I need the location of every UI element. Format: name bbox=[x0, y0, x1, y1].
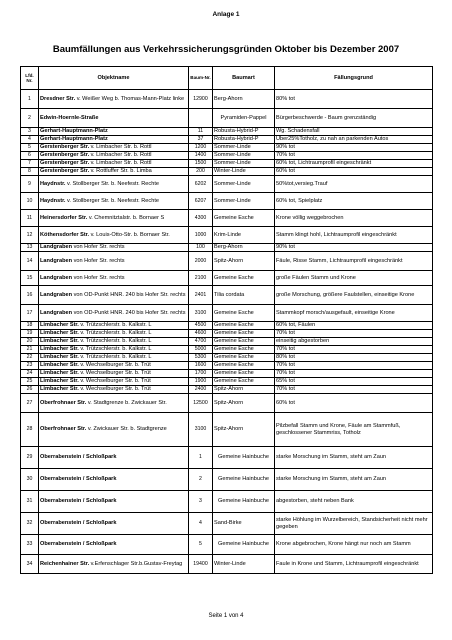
tree-species: Sommer-Linde bbox=[213, 144, 275, 152]
felling-reason: Bürgerbeschwerde - Baum grenzständig bbox=[275, 109, 433, 128]
tree-species: Tilia cordata bbox=[213, 286, 275, 305]
tree-number: 3100 bbox=[189, 305, 213, 322]
felling-reason: 70% tot bbox=[275, 152, 433, 160]
felling-reason: Pilzbefall Stamm und Krone, Fäule am Stammfuß, geschlossener Stammriss, Totholz bbox=[275, 413, 433, 447]
row-number: 5 bbox=[21, 144, 39, 152]
felling-reason: einseitig abgestorben bbox=[275, 338, 433, 346]
tree-number: 2100 bbox=[189, 271, 213, 286]
object-name bbox=[39, 354, 189, 362]
tree-number: 1400 bbox=[189, 152, 213, 160]
tree-species: Gemeine Esche bbox=[213, 370, 275, 378]
object-section: von Hofer Str. rechts bbox=[72, 244, 125, 251]
tree-number: 11 bbox=[189, 128, 213, 136]
felling-reason: starke Morschung im Stamm, steht am Zaun bbox=[275, 469, 433, 491]
tree-species: Gemeine Esche bbox=[213, 338, 275, 346]
object-street: Oberrabenstein / Schloßpark bbox=[40, 454, 117, 461]
tree-number: 3100 bbox=[189, 413, 213, 447]
table-row bbox=[21, 378, 433, 386]
object-street: Gerstenberger Str. bbox=[40, 160, 90, 167]
tree-number: 4 bbox=[189, 513, 213, 535]
tree-species: Sommer-Linde bbox=[213, 152, 275, 160]
tree-species: Spitz-Ahorn bbox=[213, 252, 275, 271]
row-number: 13 bbox=[21, 244, 39, 252]
object-name bbox=[39, 330, 189, 338]
row-number: 4 bbox=[21, 136, 39, 144]
object-section: v. Louis-Otto-Str. b. Bornaer Str. bbox=[89, 231, 170, 238]
object-section: v. Weißer Weg b. Thomas-Mann-Platz linke bbox=[75, 95, 185, 102]
object-name bbox=[39, 128, 189, 136]
object-street: Limbacher Str. bbox=[40, 338, 79, 345]
tree-species: Sommer-Linde bbox=[213, 176, 275, 193]
tree-number: 12500 bbox=[189, 394, 213, 413]
table-row bbox=[21, 535, 433, 555]
row-number: 26 bbox=[21, 386, 39, 394]
object-name bbox=[39, 144, 189, 152]
row-number: 29 bbox=[21, 447, 39, 469]
object-street: Gerstenberger Str. bbox=[40, 152, 90, 159]
tree-number: 4700 bbox=[189, 338, 213, 346]
object-name bbox=[39, 491, 189, 513]
tree-number bbox=[189, 109, 213, 128]
object-section: v. Wechselburger Str. b. Trüt bbox=[78, 386, 151, 393]
tree-species: Berg-Ahorn bbox=[213, 244, 275, 252]
tree-number: 5 bbox=[189, 535, 213, 555]
table-row bbox=[21, 370, 433, 378]
table-header-row bbox=[21, 67, 433, 90]
tree-number: 19400 bbox=[189, 555, 213, 574]
tree-species: Sommer-Linde bbox=[213, 193, 275, 210]
object-street: Oberrabenstein / Schloßpark bbox=[40, 498, 117, 505]
table-row bbox=[21, 413, 433, 447]
row-number: 8 bbox=[21, 168, 39, 176]
object-name bbox=[39, 338, 189, 346]
table-row bbox=[21, 322, 433, 330]
object-name bbox=[39, 271, 189, 286]
table-row bbox=[21, 362, 433, 370]
object-name bbox=[39, 305, 189, 322]
object-name bbox=[39, 513, 189, 535]
felling-reason: 90% tot bbox=[275, 144, 433, 152]
row-number: 16 bbox=[21, 286, 39, 305]
row-number: 17 bbox=[21, 305, 39, 322]
felling-reason: 70% tot bbox=[275, 346, 433, 354]
tree-number: 1700 bbox=[189, 370, 213, 378]
object-section: v. Limbacher Str. b. Rottl bbox=[89, 152, 152, 159]
object-street: Gerhart-Hauptmann-Platz bbox=[40, 128, 108, 135]
object-street: Haydnstr. bbox=[40, 197, 66, 204]
object-street: Landgraben bbox=[40, 291, 73, 298]
table-row bbox=[21, 109, 433, 128]
object-name bbox=[39, 109, 189, 128]
table-row bbox=[21, 394, 433, 413]
table-row bbox=[21, 346, 433, 354]
table-row bbox=[21, 168, 433, 176]
object-street: Landgraben bbox=[40, 244, 73, 251]
tree-species: Gemeine Esche bbox=[213, 330, 275, 338]
object-street: Oberrabenstein / Schloßpark bbox=[40, 541, 117, 548]
object-name bbox=[39, 152, 189, 160]
tree-number: 37 bbox=[189, 136, 213, 144]
object-name bbox=[39, 370, 189, 378]
table-row bbox=[21, 447, 433, 469]
object-section: v. Stadtgrenze b. Zwickauer Str. bbox=[86, 399, 167, 406]
tree-species: Robusta-Hybrid-P bbox=[213, 128, 275, 136]
tree-species: Gemeine Esche bbox=[213, 346, 275, 354]
object-street: Limbacher Str. bbox=[40, 346, 79, 353]
tree-number: 6202 bbox=[189, 176, 213, 193]
tree-number: 4500 bbox=[189, 322, 213, 330]
object-name bbox=[39, 447, 189, 469]
row-number: 3 bbox=[21, 128, 39, 136]
felling-reason: starke Höhlung im Wurzelbereich, Standsicherheit nicht mehr gegeben bbox=[275, 513, 433, 535]
object-street: Oberfrohnaer Str. bbox=[40, 426, 87, 433]
row-number: 24 bbox=[21, 370, 39, 378]
row-number: 22 bbox=[21, 354, 39, 362]
row-number: 30 bbox=[21, 469, 39, 491]
object-street: Reichenhainer Str. bbox=[40, 560, 90, 567]
object-name bbox=[39, 168, 189, 176]
object-name bbox=[39, 394, 189, 413]
object-street: Heinersdorfer Str. bbox=[40, 214, 88, 221]
tree-species: Krim-Linde bbox=[213, 227, 275, 244]
tree-species: Pyramiden-Pappel bbox=[213, 109, 275, 128]
table-row bbox=[21, 555, 433, 574]
tree-number: 1 bbox=[189, 447, 213, 469]
row-number: 10 bbox=[21, 193, 39, 210]
object-name bbox=[39, 413, 189, 447]
tree-number: 3 bbox=[189, 491, 213, 513]
felling-reason: 60% tot, Lichtraumprofil eingeschränkt bbox=[275, 160, 433, 168]
felling-reason: 70% tot bbox=[275, 370, 433, 378]
row-number: 20 bbox=[21, 338, 39, 346]
object-street: Edwin-Hoernle-Straße bbox=[40, 114, 99, 121]
tree-species: Gemeine Esche bbox=[213, 210, 275, 227]
felling-reason: 90% tot bbox=[275, 244, 433, 252]
table-row bbox=[21, 491, 433, 513]
row-number: 18 bbox=[21, 322, 39, 330]
tree-number: 5000 bbox=[189, 346, 213, 354]
row-number: 14 bbox=[21, 252, 39, 271]
object-name bbox=[39, 90, 189, 109]
table-row bbox=[21, 252, 433, 271]
table-row bbox=[21, 128, 433, 136]
tree-species: Spitz-Ahorn bbox=[213, 386, 275, 394]
object-street: Limbacher Str. bbox=[40, 370, 79, 377]
row-number: 25 bbox=[21, 378, 39, 386]
row-number: 31 bbox=[21, 491, 39, 513]
felling-reason: abgestorben, steht neben Bank bbox=[275, 491, 433, 513]
object-name bbox=[39, 286, 189, 305]
felling-reason: 60% tot, Fäulen bbox=[275, 322, 433, 330]
felling-reason: Wg. Schadensfall bbox=[275, 128, 433, 136]
felling-reason: 70% tot bbox=[275, 362, 433, 370]
row-number: 19 bbox=[21, 330, 39, 338]
row-number: 11 bbox=[21, 210, 39, 227]
row-number: 21 bbox=[21, 346, 39, 354]
object-section: von Hofer Str. rechts bbox=[72, 257, 125, 264]
tree-species: Gemeine Esche bbox=[213, 305, 275, 322]
object-section: v. Trützschlerstr. b. Kalkstr. L bbox=[78, 338, 152, 345]
tree-species: Gemeine Hainbuche bbox=[213, 447, 275, 469]
row-number: 7 bbox=[21, 160, 39, 168]
tree-species: Gemeine Hainbuche bbox=[213, 491, 275, 513]
felling-reason: 70% tot bbox=[275, 386, 433, 394]
page-footer: Seite 1 von 4 bbox=[208, 613, 244, 619]
column-header-grund: Fällungsgrund bbox=[275, 67, 433, 90]
object-street: Oberrabenstein / Schloßpark bbox=[40, 476, 117, 483]
row-number: 9 bbox=[21, 176, 39, 193]
table-row bbox=[21, 305, 433, 322]
object-street: Oberfrohnaer Str. bbox=[40, 399, 87, 406]
object-section: v. Trützschlerstr. b. Kalkstr. L bbox=[78, 346, 152, 353]
felling-reason: 60% tot bbox=[275, 168, 433, 176]
object-name bbox=[39, 244, 189, 252]
felling-reason: 70% tot bbox=[275, 330, 433, 338]
table-row bbox=[21, 160, 433, 168]
row-number: 28 bbox=[21, 413, 39, 447]
page-title: Baumfällungen aus Verkehrssicherungsgründen Oktober bis Dezember 2007 bbox=[52, 44, 400, 55]
object-section: v. Stollberger Str. b. Neefestr. Rechte bbox=[65, 197, 159, 204]
tree-species: Sand-Birke bbox=[213, 513, 275, 535]
tree-number: 2 bbox=[189, 469, 213, 491]
felling-reason: Stammkopf morsch/ausgefault, einseitige Krone bbox=[275, 305, 433, 322]
object-section: v. Zwickauer Str. b. Stadtgrenze bbox=[86, 426, 167, 433]
tree-species: Sommer-Linde bbox=[213, 160, 275, 168]
tree-number: 1600 bbox=[189, 362, 213, 370]
table-row bbox=[21, 227, 433, 244]
object-section: von Hofer Str. rechts bbox=[72, 274, 125, 281]
row-number: 15 bbox=[21, 271, 39, 286]
row-number: 2 bbox=[21, 109, 39, 128]
object-name bbox=[39, 346, 189, 354]
table-body bbox=[21, 90, 433, 574]
object-name bbox=[39, 555, 189, 574]
object-street: Gerhart-Hauptmann-Platz bbox=[40, 136, 108, 143]
tree-number: 12900 bbox=[189, 90, 213, 109]
tree-species: Gemeine Esche bbox=[213, 354, 275, 362]
object-section: von OD-Punkt HNR. 240 bis Hofer Str. rechts bbox=[72, 309, 186, 316]
row-number: 12 bbox=[21, 227, 39, 244]
table-row bbox=[21, 271, 433, 286]
tree-number: 1900 bbox=[189, 378, 213, 386]
object-section: von OD-Punkt HNR. 240 bis Hofer Str. rechts bbox=[72, 291, 186, 298]
object-section: v. Rottluffer Str. b. Limba bbox=[89, 168, 152, 175]
object-section: v. Wechselburger Str. b. Trüt bbox=[78, 378, 151, 385]
object-street: Landgraben bbox=[40, 309, 73, 316]
object-section: v. Trützschlerstr. b. Kalkstr. L bbox=[78, 354, 152, 361]
tree-species: Winter-Linde bbox=[213, 555, 275, 574]
tree-species: Robusta-Hybrid-P bbox=[213, 136, 275, 144]
table-row bbox=[21, 338, 433, 346]
felling-reason: 50%tot,versieg.Trauf bbox=[275, 176, 433, 193]
tree-number: 2400 bbox=[189, 386, 213, 394]
column-header-baumart: Baumart bbox=[213, 67, 275, 90]
tree-species: Spitz-Ahorn bbox=[213, 413, 275, 447]
table-row bbox=[21, 90, 433, 109]
tree-species: Gemeine Esche bbox=[213, 362, 275, 370]
table-row bbox=[21, 469, 433, 491]
tree-number: 1500 bbox=[189, 160, 213, 168]
tree-number: 6207 bbox=[189, 193, 213, 210]
felling-reason: 60% tot, Spielplatz bbox=[275, 193, 433, 210]
tree-species: Berg-Ahorn bbox=[213, 90, 275, 109]
object-section: v. Trützschlerstr. b. Kalkstr. L bbox=[78, 322, 152, 329]
object-section: v. Limbacher Str. b. Rottl bbox=[89, 160, 152, 167]
table-row bbox=[21, 286, 433, 305]
object-section: v. Chemnitztalstr. b. Bornaer S bbox=[87, 214, 165, 221]
felling-reason: Krone völlig weggebrochen bbox=[275, 210, 433, 227]
felling-reason: große Fäulen Stamm und Krone bbox=[275, 271, 433, 286]
felling-reason: Faule in Krone und Stamm, Lichtraumprofil eingeschränkt bbox=[275, 555, 433, 574]
attachment-label: Anlage 1 bbox=[212, 11, 240, 18]
object-section: v. Wechselburger Str. b. Trüt bbox=[78, 362, 151, 369]
column-header-baumnr: Baum-Nr. bbox=[189, 67, 213, 90]
tree-species: Gemeine Hainbuche bbox=[213, 469, 275, 491]
felling-reason: Stamm klingt hohl, Lichtraumprofil eingeschränkt bbox=[275, 227, 433, 244]
row-number: 1 bbox=[21, 90, 39, 109]
felling-reason: 80% tot bbox=[275, 90, 433, 109]
tree-species: Gemeine Esche bbox=[213, 322, 275, 330]
object-name bbox=[39, 378, 189, 386]
table-row bbox=[21, 176, 433, 193]
object-name bbox=[39, 469, 189, 491]
table-row bbox=[21, 152, 433, 160]
felling-reason: Über25%Totholz, zu nah an parkenden Autos bbox=[275, 136, 433, 144]
felling-reason: starke Morschung im Stamm, steht am Zaun bbox=[275, 447, 433, 469]
table-row bbox=[21, 354, 433, 362]
table-row bbox=[21, 513, 433, 535]
tree-number: 4300 bbox=[189, 210, 213, 227]
object-name bbox=[39, 386, 189, 394]
tree-number: 5300 bbox=[189, 354, 213, 362]
tree-number: 4600 bbox=[189, 330, 213, 338]
tree-species: Gemeine Esche bbox=[213, 378, 275, 386]
row-number: 34 bbox=[21, 555, 39, 574]
felling-reason: große Morschung, größere Faulstellen, einseitige Krone bbox=[275, 286, 433, 305]
row-number: 27 bbox=[21, 394, 39, 413]
object-street: Dresdner Str. bbox=[40, 95, 76, 102]
row-number: 23 bbox=[21, 362, 39, 370]
object-name bbox=[39, 210, 189, 227]
tree-number: 2401 bbox=[189, 286, 213, 305]
object-street: Limbacher Str. bbox=[40, 386, 79, 393]
felling-reason: 65% tot bbox=[275, 378, 433, 386]
tree-number: 200 bbox=[189, 168, 213, 176]
table-row bbox=[21, 244, 433, 252]
row-number: 6 bbox=[21, 152, 39, 160]
object-street: Limbacher Str. bbox=[40, 378, 79, 385]
row-number: 32 bbox=[21, 513, 39, 535]
object-section: v. Limbacher Str. b. Rottl bbox=[89, 144, 152, 151]
table-row bbox=[21, 193, 433, 210]
object-name bbox=[39, 136, 189, 144]
tree-number: 100 bbox=[189, 244, 213, 252]
column-header-objekt: Objektname bbox=[39, 67, 189, 90]
felling-reason: 60% tot bbox=[275, 394, 433, 413]
object-section: v.Erfenschlager Str.b.Gustav-Freytag bbox=[89, 560, 183, 567]
object-name bbox=[39, 535, 189, 555]
table-row bbox=[21, 210, 433, 227]
object-section: v. Trützschlerstr. b. Kalkstr. L bbox=[78, 330, 152, 337]
object-name bbox=[39, 193, 189, 210]
object-section: v. Wechselburger Str. b. Trüt bbox=[78, 370, 151, 377]
object-name bbox=[39, 176, 189, 193]
tree-species: Winter-Linde bbox=[213, 168, 275, 176]
table-row bbox=[21, 136, 433, 144]
felling-reason: 80% tot bbox=[275, 354, 433, 362]
tree-species: Spitz-Ahorn bbox=[213, 394, 275, 413]
object-street: Haydnstr. bbox=[40, 180, 66, 187]
object-street: Oberrabenstein / Schloßpark bbox=[40, 520, 117, 527]
object-street: Gerstenberger Str. bbox=[40, 168, 90, 175]
tree-species: Gemeine Hainbuche bbox=[213, 535, 275, 555]
tree-number: 1000 bbox=[189, 227, 213, 244]
object-street: Landgraben bbox=[40, 274, 73, 281]
object-street: Landgraben bbox=[40, 257, 73, 264]
column-header-nr: Lfd. Nr. bbox=[21, 67, 39, 90]
object-street: Gerstenberger Str. bbox=[40, 144, 90, 151]
object-name bbox=[39, 252, 189, 271]
object-street: Limbacher Str. bbox=[40, 362, 79, 369]
object-street: Köthensdorfer Str. bbox=[40, 231, 90, 238]
object-name bbox=[39, 227, 189, 244]
tree-species: Gemeine Esche bbox=[213, 271, 275, 286]
table-row bbox=[21, 330, 433, 338]
tree-number: 2000 bbox=[189, 252, 213, 271]
object-street: Limbacher Str. bbox=[40, 330, 79, 337]
row-number: 33 bbox=[21, 535, 39, 555]
object-name bbox=[39, 160, 189, 168]
felling-reason: Krone abgebrochen, Krone hängt nur noch am Stamm bbox=[275, 535, 433, 555]
object-name bbox=[39, 322, 189, 330]
table-row bbox=[21, 144, 433, 152]
tree-number: 1200 bbox=[189, 144, 213, 152]
felling-reason: Fäule, Risse Stamm, Lichtraumprofil eingeschränkt bbox=[275, 252, 433, 271]
tree-felling-table bbox=[20, 66, 433, 574]
object-name bbox=[39, 362, 189, 370]
object-street: Limbacher Str. bbox=[40, 354, 79, 361]
object-street: Limbacher Str. bbox=[40, 322, 79, 329]
table-row bbox=[21, 386, 433, 394]
object-section: v. Stollberger Str. b. Neefestr. Rechte bbox=[65, 180, 159, 187]
